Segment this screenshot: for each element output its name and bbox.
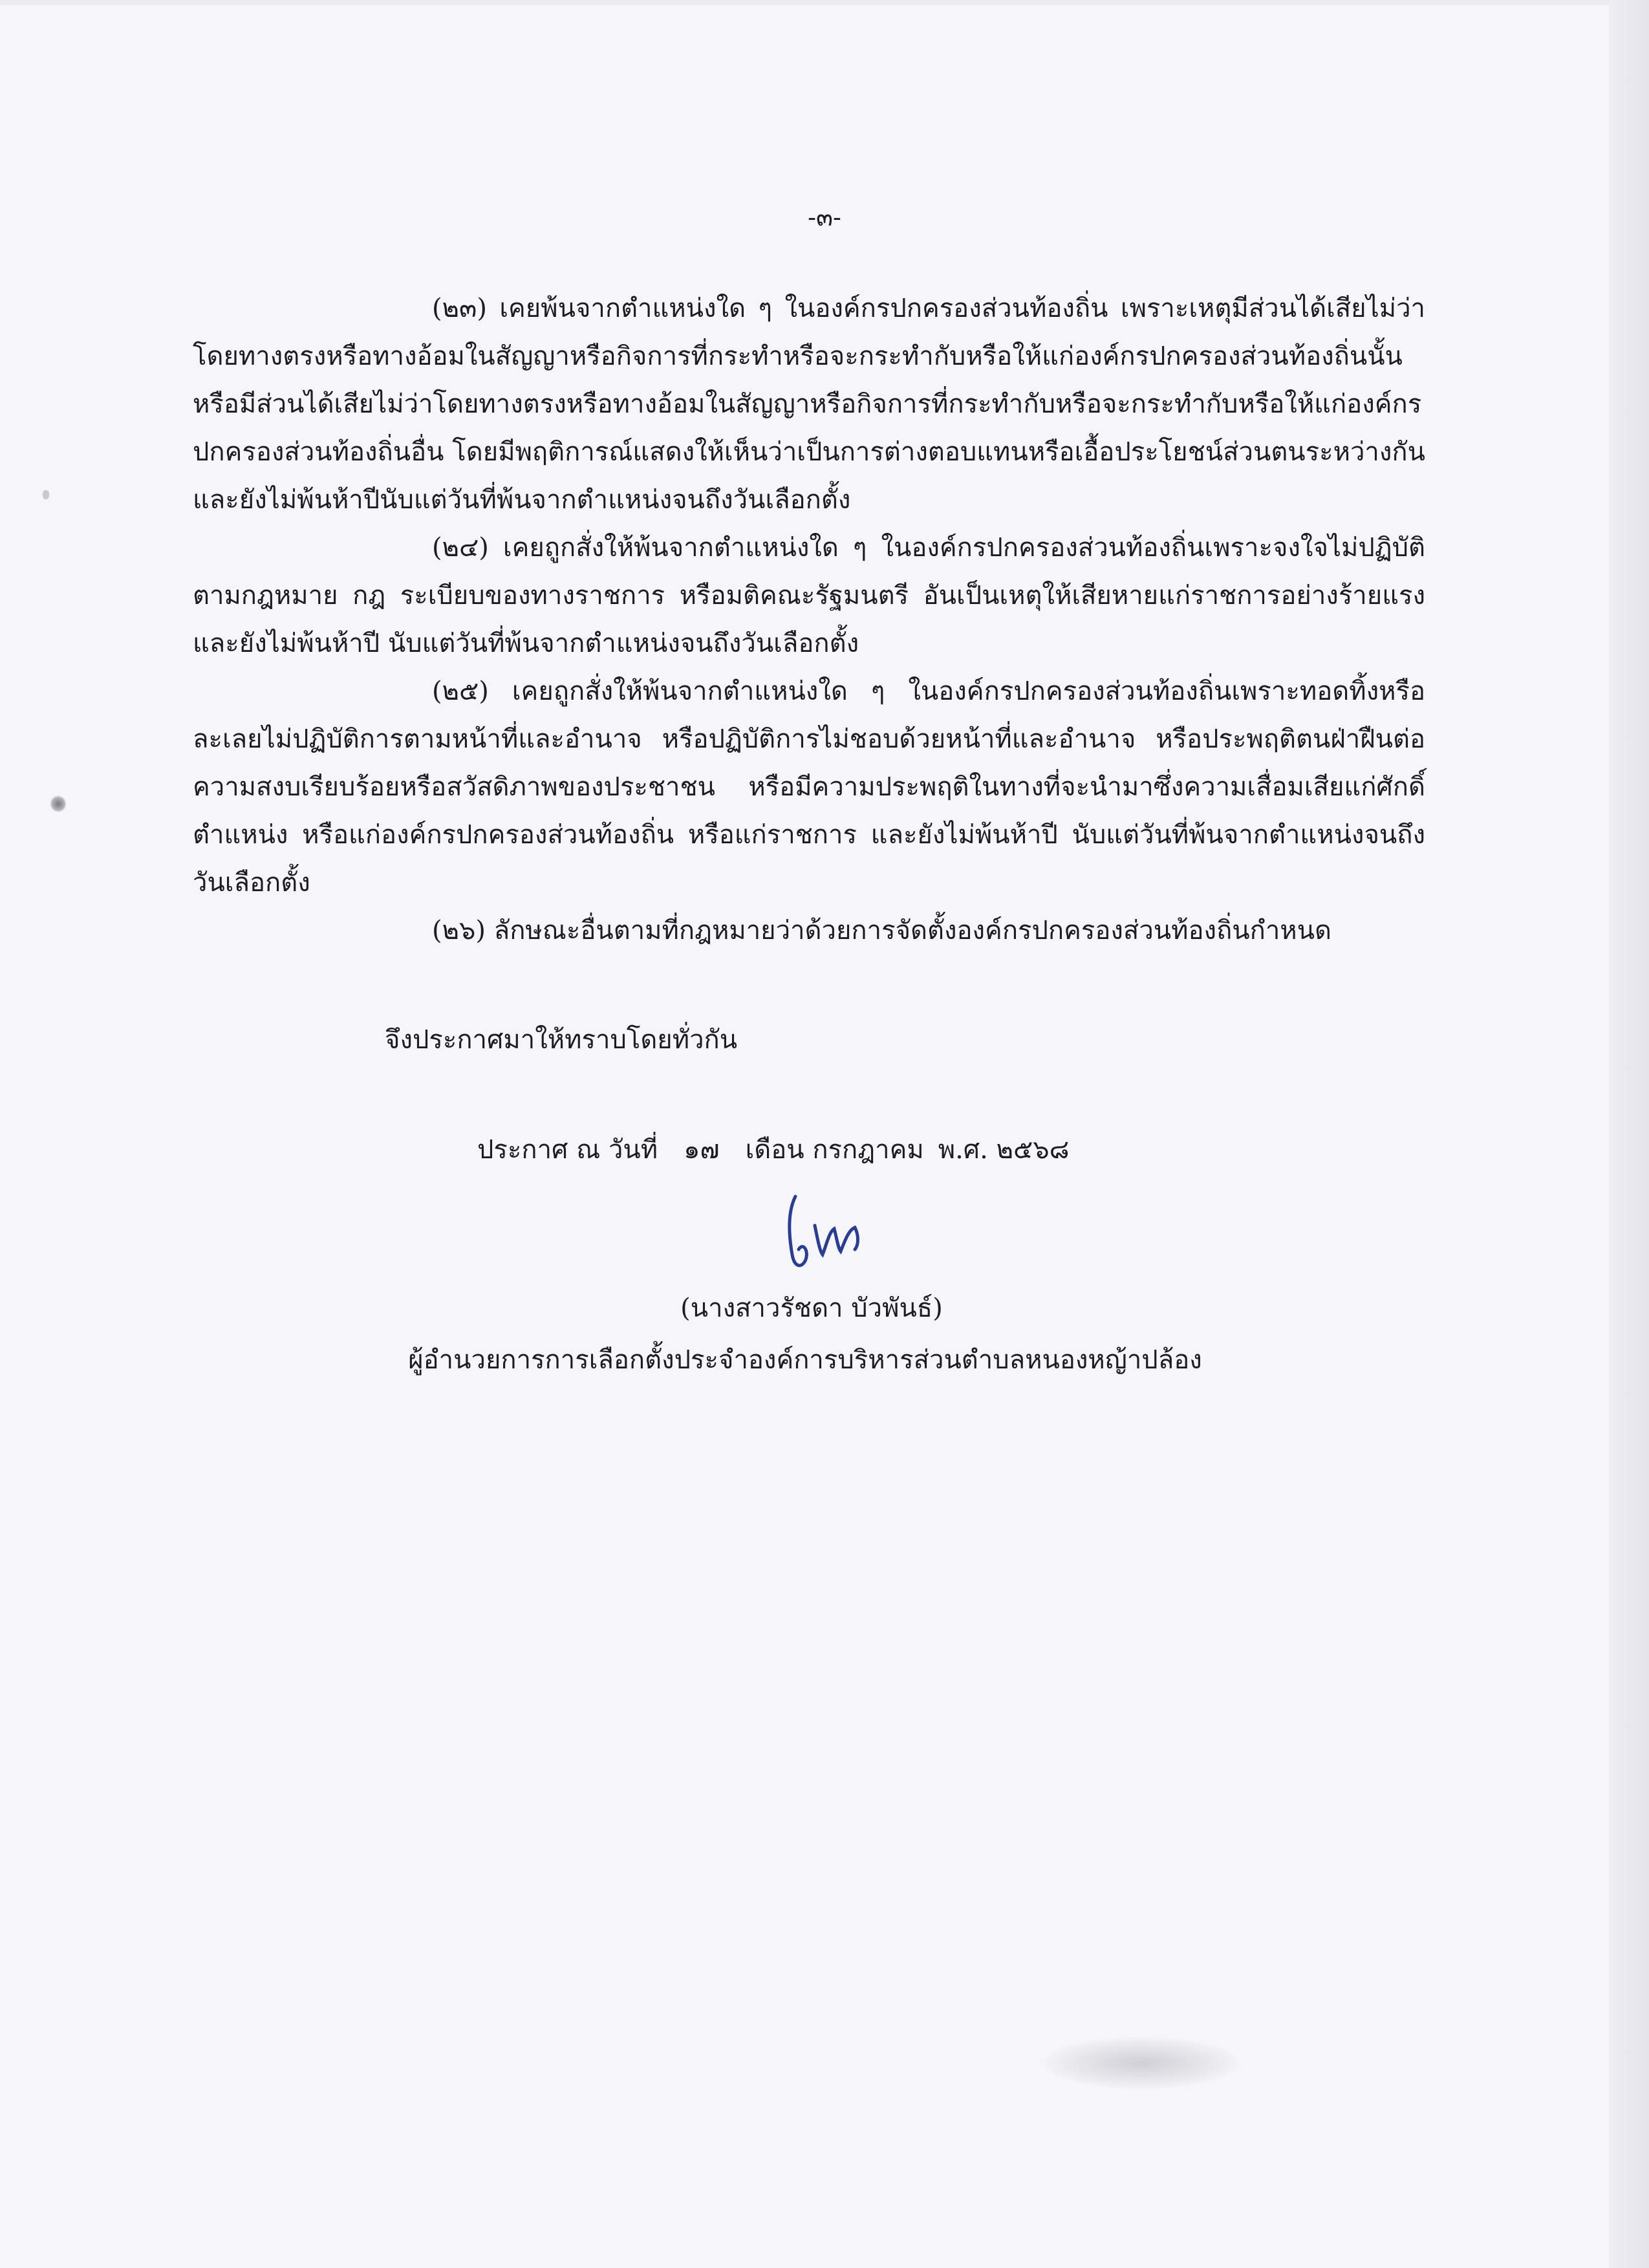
date-day: ๑๗ (684, 1135, 720, 1165)
announcement-date (477, 1129, 1084, 1170)
signer-name (0, 1287, 1649, 1328)
scan-mark (43, 490, 49, 499)
clause-25: (๒๕) เคยถูกสั่งให้พ้นจากตำแหน่งใด ๆ ในองค์กรปกครองส่วนท้องถิ่นเพราะทอดทิ้งหรือละเลยไม่ปฏิบัติการตามหน้าที่และอำนาจ หรือปฏิบัติการไม่ชอบด้วยหน้าที่และอำนาจ หรือประพฤติตนฝ่าฝืนต่อความสงบเรียบร้อยหรือสวัสดิภาพของประชาชน หรือมีความประพฤติในทางที่จะนำมาซึ่งความเสื่อมเสียแก่ศักดิ์ตำแหน่ง หรือแก่องค์กรปกครองส่วนท้องถิ่น หรือแก่ราชการ และยังไม่พ้นห้าปี นับแต่วันที่พ้นจากตำแหน่งจนถึงวันเลือกตั้ง (193, 676, 1425, 898)
page-number: -๓- (808, 203, 841, 232)
clause-26: (๒๖) ลักษณะอื่นตามที่กฎหมายว่าด้วยการจัดตั้งองค์กรปกครองส่วนท้องถิ่นกำหนด (432, 916, 1331, 945)
signer-title-text: ผู้อำนวยการการเลือกตั้งประจำองค์การบริหารส่วนตำบลหนองหญ้าปล้อง (408, 1345, 1202, 1375)
date-month: เดือน กรกฎาคม (745, 1135, 924, 1165)
closing-statement: จึงประกาศมาให้ทราบโดยทั่วกัน (385, 1025, 738, 1055)
ink-smudge (50, 795, 66, 812)
scan-edge-top (0, 0, 1649, 5)
signature (770, 1190, 918, 1274)
clause-24: (๒๔) เคยถูกสั่งให้พ้นจากตำแหน่งใด ๆ ในองค์กรปกครองส่วนท้องถิ่นเพราะจงใจไม่ปฏิบัติตามกฎหมาย กฎ ระเบียบของทางราชการ หรือมติคณะรัฐมนตรี อันเป็นเหตุให้เสียหายแก่ราชการอย่างร้ายแรงและยังไม่พ้นห้าปี นับแต่วันที่พ้นจากตำแหน่งจนถึงวันเลือกตั้ง (193, 533, 1425, 658)
date-year: พ.ศ. ๒๕๖๘ (938, 1135, 1070, 1165)
document-body (193, 285, 1425, 955)
signer-title (0, 1339, 1649, 1380)
scan-edge-right (1609, 0, 1649, 2268)
signer-name-text: (นางสาวรัชดา บัวพันธ์) (680, 1293, 943, 1323)
date-prefix: ประกาศ ณ วันที่ (477, 1135, 658, 1165)
clause-23: (๒๓) เคยพ้นจากตำแหน่งใด ๆ ในองค์กรปกครองส่วนท้องถิ่น เพราะเหตุมีส่วนได้เสียไม่ว่าโดยทางตรงหรือทางอ้อมในสัญญาหรือกิจการที่กระทำหรือจะกระทำกับหรือให้แก่องค์กรปกครองส่วนท้องถิ่นนั้น หรือมีส่วนได้เสียไม่ว่าโดยทางตรงหรือทางอ้อมในสัญญาหรือกิจการที่กระทำกับหรือจะกระทำกับหรือให้แก่องค์กรปกครองส่วนท้องถิ่นอื่น โดยมีพฤติการณ์แสดงให้เห็นว่าเป็นการต่างตอบแทนหรือเอื้อประโยชน์ส่วนตนระหว่างกัน และยังไม่พ้นห้าปีนับแต่วันที่พ้นจากตำแหน่งจนถึงวันเลือกตั้ง (193, 294, 1425, 515)
paper-smudge (1044, 2037, 1238, 2089)
